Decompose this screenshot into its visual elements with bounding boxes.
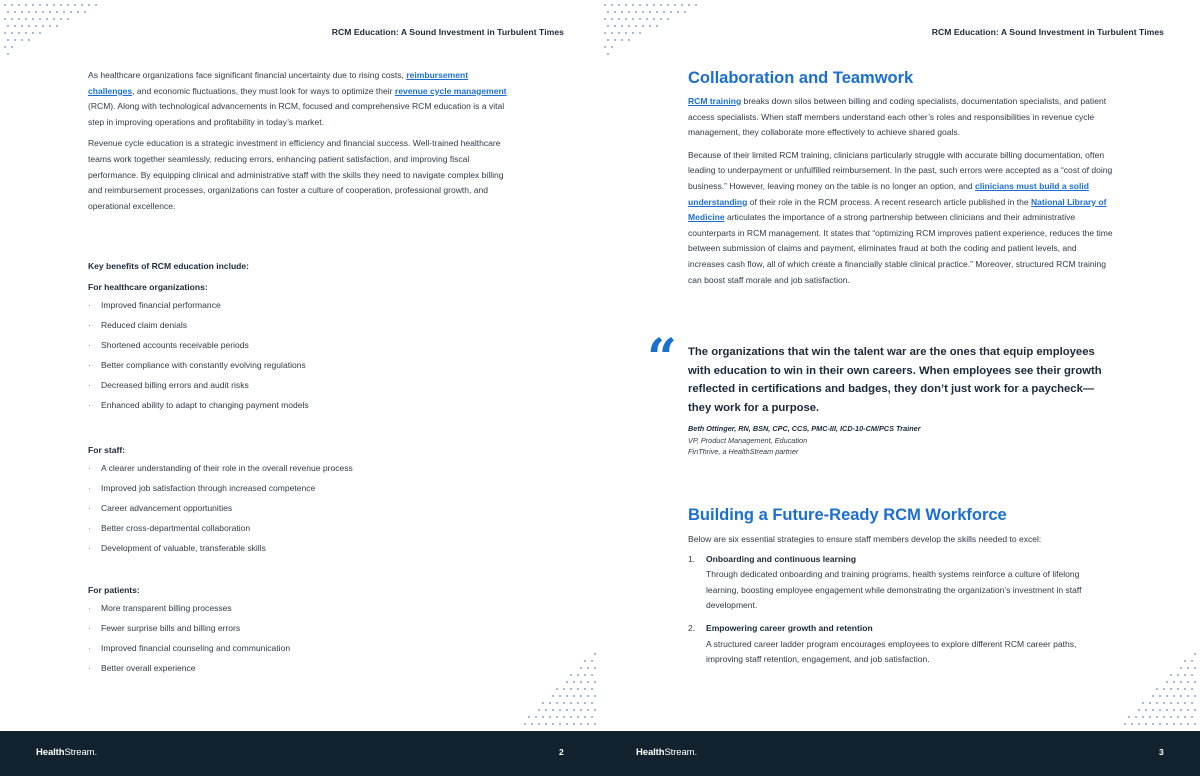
quote-text: The organizations that win the talent war are the ones that equip employees with education to win in their own careers. When employees see their growth reflected in certifications and badges, they don’t just work for a paycheck—they work for a purpose. xyxy=(688,346,1102,414)
bullet-icon: · xyxy=(88,522,91,533)
bullet-icon: · xyxy=(88,400,91,411)
quote-mark-icon: “ xyxy=(647,328,677,389)
bullet-icon: · xyxy=(88,643,91,654)
organizations-benefits-title: For healthcare organizations: xyxy=(88,282,208,292)
list-item: · Better cross-departmental collaboration xyxy=(88,522,251,533)
strategies-list xyxy=(688,552,1113,668)
bullet-icon: · xyxy=(88,462,91,473)
patients-benefits-list xyxy=(88,602,513,682)
page-3 xyxy=(600,0,1200,776)
footer xyxy=(600,731,1200,776)
bullet-icon: · xyxy=(88,340,91,351)
collaboration-section xyxy=(688,68,1113,295)
dot-pattern-bottom-right xyxy=(1120,650,1200,730)
bullet-icon: · xyxy=(88,623,91,634)
strategy-item: 1. Onboarding and continuous learning Through dedicated onboarding and training programs, health systems reinforce a culture of lifelong learning, boosting employee engagement while demonstrating the organization’s investment in staff development. xyxy=(688,552,1113,614)
collaboration-paragraph-1: RCM training breaks down silos between billing and coding specialists, documentation specialists, and patient access specialists. When staff members understand each other’s roles and responsibilities in revenue cycle management, they collaborate more effectively to achieve shared goals. xyxy=(688,96,1107,138)
future-workforce-section xyxy=(688,505,1113,675)
bullet-icon: · xyxy=(88,360,91,371)
strategy-text: A structured career ladder program encourages employees to explore different RCM career paths, improving staff retention, engagement, and job satisfaction. xyxy=(706,638,1077,665)
dot-pattern-bottom-right xyxy=(520,650,600,730)
quote-author-role: VP, Product Management, Education xyxy=(688,435,808,445)
dot-pattern-top-left xyxy=(600,0,710,62)
bullet-icon: · xyxy=(88,380,91,391)
list-item: · Reduced claim denials xyxy=(88,320,187,331)
list-item: · Shortened accounts receivable periods xyxy=(88,340,249,351)
footer xyxy=(0,731,600,776)
list-item: · Improved financial counseling and communication xyxy=(88,643,291,654)
strategy-text: Through dedicated onboarding and training programs, health systems reinforce a culture of lifelong learning, boosting employee engagement while demonstrating the organization’s investment in staff development. xyxy=(706,569,1082,611)
quote-author-org: FinThrive, a HealthStream partner xyxy=(688,447,799,457)
bullet-icon: · xyxy=(88,502,91,513)
future-workforce-intro: Below are six essential strategies to ensure staff members develop the skills needed to excel: xyxy=(688,534,1042,544)
intro-paragraph-2: Revenue cycle education is a strategic investment in efficiency and financial success. Well-trained healthcare teams work together seamlessly, reducing errors, enhancing patient satisfaction, and improving fiscal performance. By equipping clinical and administrative staff with the skills they need to navigate complex billing and reimbursement processes, organizations can foster a culture of cooperation, professional growth, and operational excellence. xyxy=(88,138,504,211)
staff-benefits-title: For staff: xyxy=(88,444,126,455)
revenue-cycle-management-link[interactable]: revenue cycle management xyxy=(394,85,507,96)
page-number: 2 xyxy=(559,747,564,757)
list-item: · Better compliance with constantly evolving regulations xyxy=(88,360,306,371)
clinicians-understanding-link[interactable]: clinicians must build a solid understanding xyxy=(688,180,1089,207)
quote-author: Beth Ottinger, RN, BSN, CPC, CCS, PMC-III, ICD-10-CM/PCS Trainer xyxy=(688,424,921,434)
intro-paragraph-1: As healthcare organizations face significant financial uncertainty due to rising costs, reimbursement challenges, and economic fluctuations, they must look for ways to optimize their revenue cycle management (RCM). Along with technological advancements in RCM, focused and comprehensive RCM education is a vital step in improving operations and profitability in today’s market. xyxy=(88,70,507,127)
list-item: · Decreased billing errors and audit risks xyxy=(88,380,249,391)
staff-benefits-list xyxy=(88,462,513,562)
list-item: · Career advancement opportunities xyxy=(88,502,233,513)
strategy-title: Empowering career growth and retention xyxy=(706,622,873,633)
list-item: · Enhanced ability to adapt to changing payment models xyxy=(88,400,309,411)
list-item: · Development of valuable, transferable skills xyxy=(88,542,266,553)
bullet-icon: · xyxy=(88,320,91,331)
intro-section xyxy=(88,68,513,220)
national-library-of-medicine-link[interactable]: National Library of Medicine xyxy=(688,196,1107,223)
dot-pattern-top-left xyxy=(0,0,110,62)
future-workforce-title: Building a Future-Ready RCM Workforce xyxy=(688,506,1007,524)
list-item: · Better overall experience xyxy=(88,663,196,674)
benefits-section xyxy=(88,259,513,682)
running-head: RCM Education: A Sound Investment in Turbulent Times xyxy=(931,27,1164,37)
collaboration-paragraph-2: Because of their limited RCM training, clinicians particularly struggle with accurate billing documentation, often leading to underpayment or unfulfilled reimbursement. In the past, such errors were accepted as a “cost of doing business.” However, leaving money on the table is no longer an option, and clinicians must build a solid understanding of their role in the RCM process. A recent research article published in the National Library of Medicine articulates the importance of a strong partnership between clinicians and their administrative counterparts in RCM management. It states that “optimizing RCM improves patient experience, reduces the time between submission of claims and payment, eliminates fraud at both the coding and patient levels, and increases cash flow, all of which create a financially stable clinical practice.” Moreover, structured RCM training can boost staff morale and job satisfaction. xyxy=(688,149,1113,285)
list-item: · Fewer surprise bills and billing errors xyxy=(88,623,241,634)
bullet-icon: · xyxy=(88,542,91,553)
page-number: 3 xyxy=(1159,747,1164,757)
bullet-icon: · xyxy=(88,603,91,614)
bullet-icon: · xyxy=(88,663,91,674)
healthstream-logo: HealthStream. xyxy=(636,747,698,758)
running-head: RCM Education: A Sound Investment in Turbulent Times xyxy=(331,27,564,37)
benefits-heading: Key benefits of RCM education include: xyxy=(88,261,249,271)
healthstream-logo: HealthStream. xyxy=(36,747,98,758)
list-item: · More transparent billing processes xyxy=(88,603,232,614)
organizations-benefits-list xyxy=(88,299,513,420)
list-item: · Improved job satisfaction through increased competence xyxy=(88,482,316,493)
strategy-title: Onboarding and continuous learning xyxy=(706,553,857,564)
list-item: · A clearer understanding of their role in the overall revenue process xyxy=(88,462,353,473)
strategy-item: 2. Empowering career growth and retention A structured career ladder program encourages employees to explore different RCM career paths, improving staff retention, engagement, and job satisfaction. xyxy=(688,621,1113,668)
bullet-icon: · xyxy=(88,482,91,493)
collaboration-title: Collaboration and Teamwork xyxy=(688,69,914,87)
patients-benefits-title: For patients: xyxy=(88,585,140,596)
list-item: · Improved financial performance xyxy=(88,300,221,310)
bullet-icon: · xyxy=(88,300,91,310)
pull-quote xyxy=(688,343,1113,458)
rcm-training-link[interactable]: RCM training xyxy=(688,96,742,106)
reimbursement-challenges-link[interactable]: reimbursement challenges xyxy=(88,70,469,96)
